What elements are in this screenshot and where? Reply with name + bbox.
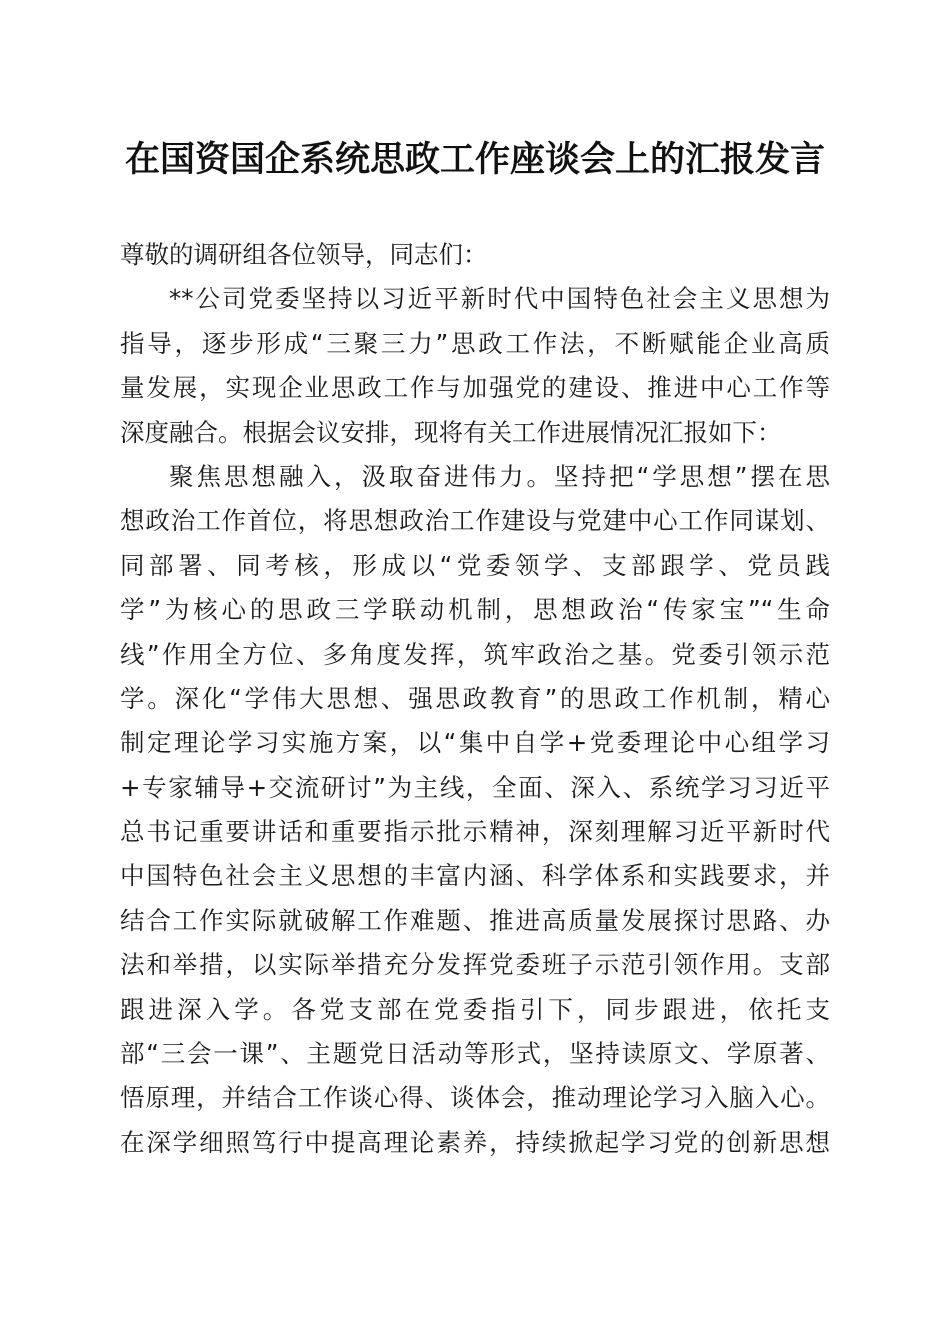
body-line: 跟进深入学。各党支部在党委指引下，同步跟进，依托支 — [120, 994, 830, 1024]
body-line: 尊敬的调研组各位领导，同志们： — [120, 240, 488, 269]
body-line: 制定理论学习实施方案，以“集中自学+党委理论中心组学习 — [120, 728, 830, 758]
body-line: 结合工作实际就破解工作难题、推进高质量发展探讨思路、办 — [120, 905, 830, 935]
body-line: 总书记重要讲话和重要指示批示精神，深刻理解习近平新时代 — [120, 817, 830, 847]
body-line: **公司党委坚持以习近平新时代中国特色社会主义思想为 — [169, 284, 830, 314]
body-line: 想政治工作首位，将思想政治工作建设与党建中心工作同谋划、 — [120, 506, 830, 536]
body-line: 悟原理，并结合工作谈心得、谈体会，推动理论学习入脑入心。 — [120, 1083, 830, 1113]
body-line: 中国特色社会主义思想的丰富内涵、科学体系和实践要求，并 — [120, 861, 830, 891]
body-line: 学”为核心的思政三学联动机制，思想政治“传家宝”“生命 — [120, 595, 830, 625]
body-line: 法和举措，以实际举措充分发挥党委班子示范引领作用。支部 — [120, 950, 830, 980]
document-title: 在国资国企系统思政工作座谈会上的汇报发言 — [124, 139, 825, 180]
body-line: 聚焦思想融入，汲取奋进伟力。坚持把“学思想”摆在思 — [169, 461, 830, 491]
body-line: 部“三会一课”、主题党日活动等形式，坚持读原文、学原著、 — [120, 1039, 830, 1069]
body-line: 同部署、同考核，形成以“党委领学、支部跟学、党员践 — [120, 550, 830, 580]
document-body — [120, 233, 830, 1165]
body-line: 量发展，实现企业思政工作与加强党的建设、推进中心工作等 — [120, 373, 830, 403]
body-line: 指导，逐步形成“三聚三力”思政工作法，不断赋能企业高质 — [120, 328, 830, 358]
body-line: +专家辅导+交流研讨”为主线，全面、深入、系统学习习近平 — [120, 772, 830, 802]
body-line: 深度融合。根据会议安排，现将有关工作进展情况汇报如下： — [120, 417, 782, 447]
body-line: 学。深化“学伟大思想、强思政教育”的思政工作机制，精心 — [120, 683, 830, 713]
body-line: 线”作用全方位、多角度发挥，筑牢政治之基。党委引领示范 — [120, 639, 830, 669]
body-line: 在深学细照笃行中提高理论素养，持续掀起学习党的创新思想 — [120, 1127, 830, 1157]
